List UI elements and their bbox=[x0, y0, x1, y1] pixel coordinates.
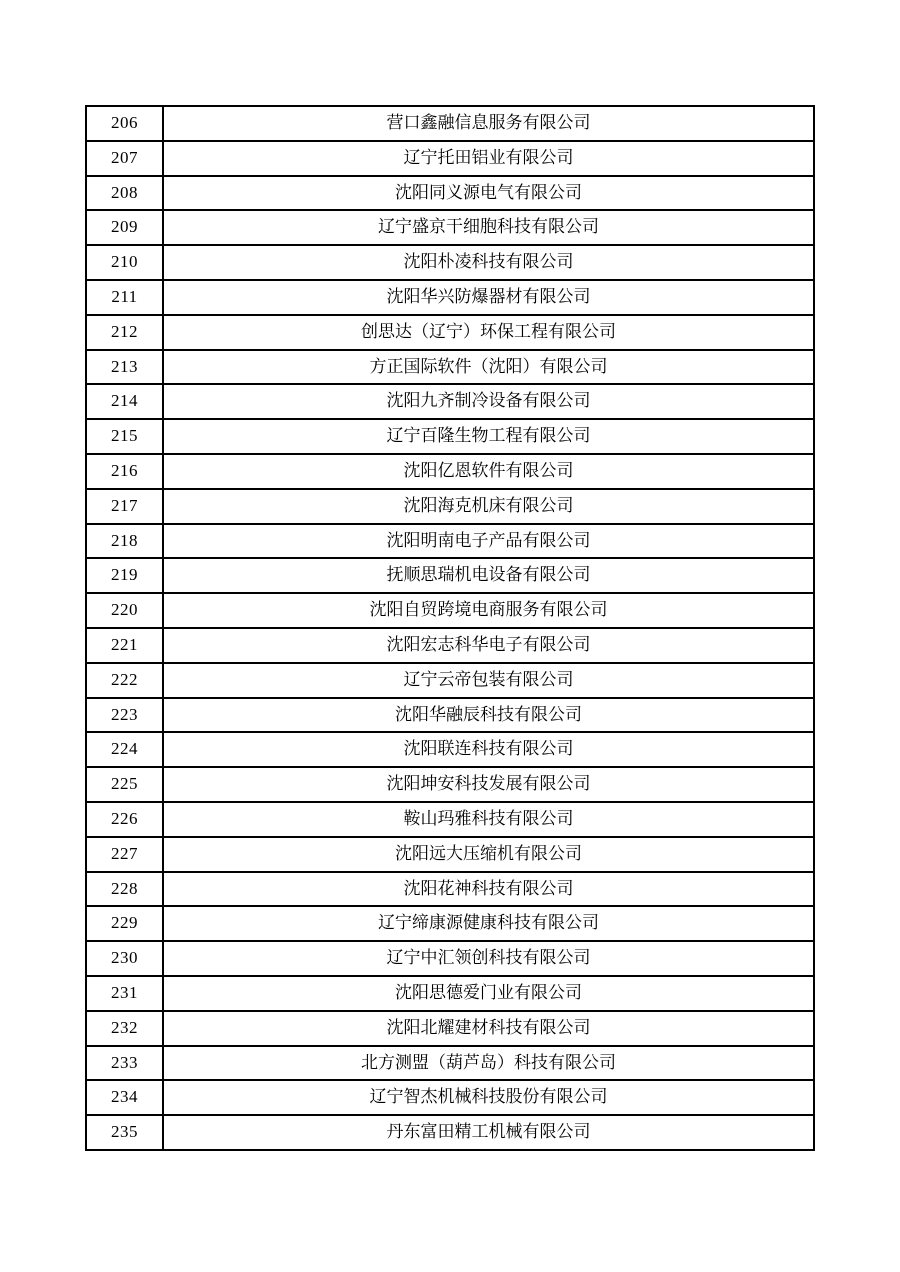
company-name-cell: 辽宁盛京干细胞科技有限公司 bbox=[163, 210, 814, 245]
table-row bbox=[86, 767, 814, 802]
row-number-cell: 223 bbox=[86, 698, 163, 733]
company-name-cell: 沈阳宏志科华电子有限公司 bbox=[163, 628, 814, 663]
row-number-cell: 228 bbox=[86, 872, 163, 907]
table-row bbox=[86, 837, 814, 872]
company-name-cell: 沈阳花神科技有限公司 bbox=[163, 872, 814, 907]
row-number-cell: 212 bbox=[86, 315, 163, 350]
table-row bbox=[86, 524, 814, 559]
row-number-cell: 220 bbox=[86, 593, 163, 628]
row-number-cell: 229 bbox=[86, 906, 163, 941]
row-number-cell: 216 bbox=[86, 454, 163, 489]
table-row bbox=[86, 384, 814, 419]
table-row bbox=[86, 315, 814, 350]
table-row bbox=[86, 489, 814, 524]
company-name-cell: 鞍山玛雅科技有限公司 bbox=[163, 802, 814, 837]
company-name-cell: 营口鑫融信息服务有限公司 bbox=[163, 106, 814, 141]
row-number-cell: 230 bbox=[86, 941, 163, 976]
table-row bbox=[86, 1011, 814, 1046]
row-number-cell: 226 bbox=[86, 802, 163, 837]
row-number-cell: 207 bbox=[86, 141, 163, 176]
row-number-cell: 227 bbox=[86, 837, 163, 872]
table-row bbox=[86, 593, 814, 628]
company-name-cell: 沈阳海克机床有限公司 bbox=[163, 489, 814, 524]
company-name-cell: 沈阳朴凌科技有限公司 bbox=[163, 245, 814, 280]
company-name-cell: 丹东富田精工机械有限公司 bbox=[163, 1115, 814, 1150]
company-name-cell: 沈阳远大压缩机有限公司 bbox=[163, 837, 814, 872]
company-name-cell: 辽宁云帝包装有限公司 bbox=[163, 663, 814, 698]
company-name-cell: 抚顺思瑞机电设备有限公司 bbox=[163, 558, 814, 593]
table-row bbox=[86, 1046, 814, 1081]
company-name-cell: 辽宁智杰机械科技股份有限公司 bbox=[163, 1080, 814, 1115]
table-row bbox=[86, 628, 814, 663]
row-number-cell: 235 bbox=[86, 1115, 163, 1150]
table-row bbox=[86, 210, 814, 245]
row-number-cell: 232 bbox=[86, 1011, 163, 1046]
company-name-cell: 沈阳九齐制冷设备有限公司 bbox=[163, 384, 814, 419]
table-row bbox=[86, 1080, 814, 1115]
company-name-cell: 沈阳联连科技有限公司 bbox=[163, 732, 814, 767]
row-number-cell: 231 bbox=[86, 976, 163, 1011]
row-number-cell: 222 bbox=[86, 663, 163, 698]
table-row bbox=[86, 941, 814, 976]
table-row bbox=[86, 1115, 814, 1150]
table-row bbox=[86, 106, 814, 141]
row-number-cell: 206 bbox=[86, 106, 163, 141]
company-name-cell: 沈阳坤安科技发展有限公司 bbox=[163, 767, 814, 802]
table-row bbox=[86, 558, 814, 593]
company-name-cell: 沈阳亿恩软件有限公司 bbox=[163, 454, 814, 489]
company-name-cell: 北方测盟（葫芦岛）科技有限公司 bbox=[163, 1046, 814, 1081]
company-name-cell: 辽宁托田铝业有限公司 bbox=[163, 141, 814, 176]
table-row bbox=[86, 872, 814, 907]
company-name-cell: 沈阳同义源电气有限公司 bbox=[163, 176, 814, 211]
table-row bbox=[86, 906, 814, 941]
row-number-cell: 209 bbox=[86, 210, 163, 245]
row-number-cell: 210 bbox=[86, 245, 163, 280]
table-row bbox=[86, 698, 814, 733]
row-number-cell: 221 bbox=[86, 628, 163, 663]
company-name-cell: 沈阳明南电子产品有限公司 bbox=[163, 524, 814, 559]
row-number-cell: 214 bbox=[86, 384, 163, 419]
table-row bbox=[86, 454, 814, 489]
row-number-cell: 233 bbox=[86, 1046, 163, 1081]
row-number-cell: 215 bbox=[86, 419, 163, 454]
company-list-table bbox=[85, 105, 815, 1151]
table-row bbox=[86, 141, 814, 176]
table-row bbox=[86, 419, 814, 454]
table-row bbox=[86, 663, 814, 698]
row-number-cell: 217 bbox=[86, 489, 163, 524]
row-number-cell: 213 bbox=[86, 350, 163, 385]
company-name-cell: 辽宁中汇领创科技有限公司 bbox=[163, 941, 814, 976]
row-number-cell: 225 bbox=[86, 767, 163, 802]
company-name-cell: 辽宁百隆生物工程有限公司 bbox=[163, 419, 814, 454]
row-number-cell: 224 bbox=[86, 732, 163, 767]
table-row bbox=[86, 976, 814, 1011]
company-name-cell: 沈阳自贸跨境电商服务有限公司 bbox=[163, 593, 814, 628]
company-name-cell: 沈阳华融辰科技有限公司 bbox=[163, 698, 814, 733]
table-row bbox=[86, 350, 814, 385]
company-table-body bbox=[86, 106, 814, 1150]
company-name-cell: 沈阳思德爱门业有限公司 bbox=[163, 976, 814, 1011]
table-row bbox=[86, 732, 814, 767]
company-name-cell: 方正国际软件（沈阳）有限公司 bbox=[163, 350, 814, 385]
company-name-cell: 创思达（辽宁）环保工程有限公司 bbox=[163, 315, 814, 350]
row-number-cell: 218 bbox=[86, 524, 163, 559]
table-row bbox=[86, 802, 814, 837]
row-number-cell: 208 bbox=[86, 176, 163, 211]
company-name-cell: 沈阳华兴防爆器材有限公司 bbox=[163, 280, 814, 315]
row-number-cell: 219 bbox=[86, 558, 163, 593]
table-row bbox=[86, 245, 814, 280]
row-number-cell: 211 bbox=[86, 280, 163, 315]
row-number-cell: 234 bbox=[86, 1080, 163, 1115]
company-name-cell: 辽宁缔康源健康科技有限公司 bbox=[163, 906, 814, 941]
company-name-cell: 沈阳北耀建材科技有限公司 bbox=[163, 1011, 814, 1046]
table-row bbox=[86, 176, 814, 211]
table-row bbox=[86, 280, 814, 315]
